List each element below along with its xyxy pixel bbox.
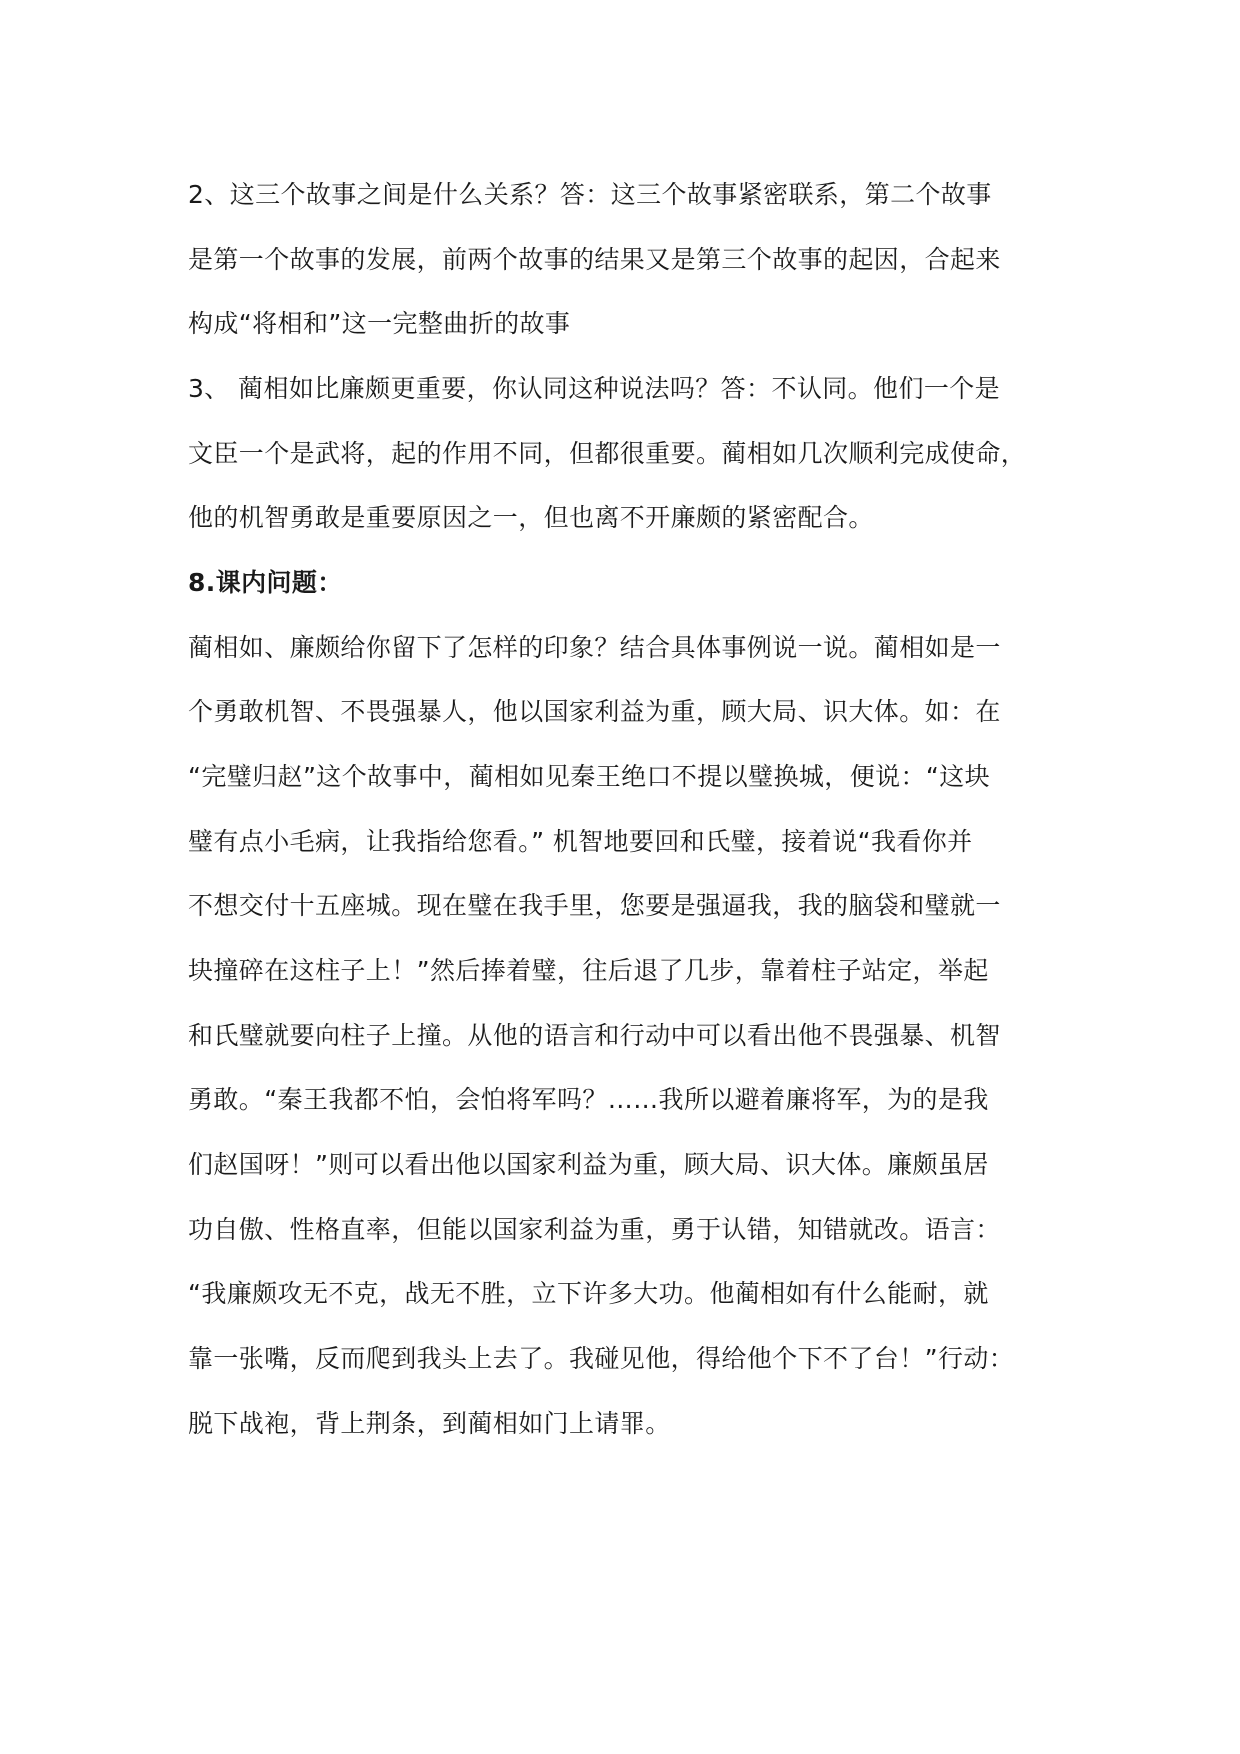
paragraph-line: 勇敢。“秦王我都不怕，会怕将军吗？……我所以避着廉将军，为的是我	[188, 1085, 989, 1114]
answer-3-line-3: 他的机智勇敢是重要原因之一，但也离不开廉颇的紧密配合。	[188, 503, 874, 532]
paragraph-line: 块撞碎在这柱子上！”然后捧着璧，往后退了几步，靠着柱子站定，举起	[188, 956, 989, 985]
section-heading: 8.课内问题：	[188, 568, 343, 597]
answer-3-line-2: 文臣一个是武将，起的作用不同，但都很重要。蔺相如几次顺利完成使命，	[188, 439, 1027, 468]
paragraph-line: 和氏璧就要向柱子上撞。从他的语言和行动中可以看出他不畏强暴、机智	[188, 1021, 1001, 1050]
answer-2-line-1: 2、这三个故事之间是什么关系？答：这三个故事紧密联系，第二个故事	[188, 180, 992, 209]
answer-2-line-2: 是第一个故事的发展，前两个故事的结果又是第三个故事的起因，合起来	[188, 245, 1001, 274]
answer-2-line-3: 构成“将相和”这一完整曲折的故事	[188, 309, 571, 338]
paragraph-line: 璧有点小毛病，让我指给您看。” 机智地要回和氏璧，接着说“我看你并	[188, 827, 973, 856]
paragraph-line: 蔺相如、廉颇给你留下了怎样的印象？结合具体事例说一说。蔺相如是一	[188, 633, 1001, 662]
paragraph-line: “我廉颇攻无不克，战无不胜，立下许多大功。他蔺相如有什么能耐，就	[188, 1279, 989, 1308]
paragraph-line: 们赵国呀！”则可以看出他以国家利益为重，顾大局、识大体。廉颇虽居	[188, 1150, 989, 1179]
paragraph-line: 脱下战袍，背上荆条，到蔺相如门上请罪。	[188, 1409, 671, 1438]
answer-3-line-1: 3、 蔺相如比廉颇更重要，你认同这种说法吗？答：不认同。他们一个是	[188, 374, 1001, 403]
paragraph-line: 不想交付十五座城。现在璧在我手里，您要是强逼我，我的脑袋和璧就一	[188, 891, 1001, 920]
paragraph-line: 功自傲、性格直率，但能以国家利益为重，勇于认错，知错就改。语言：	[188, 1215, 1001, 1244]
paragraph-line: 靠一张嘴，反而爬到我头上去了。我碰见他，得给他个下不了台！”行动：	[188, 1344, 1015, 1373]
paragraph-line: 个勇敢机智、不畏强暴人，他以国家利益为重，顾大局、识大体。如：在	[188, 697, 1001, 726]
paragraph-line: “完璧归赵”这个故事中，蔺相如见秦王绝口不提以璧换城，便说：“这块	[188, 762, 991, 791]
